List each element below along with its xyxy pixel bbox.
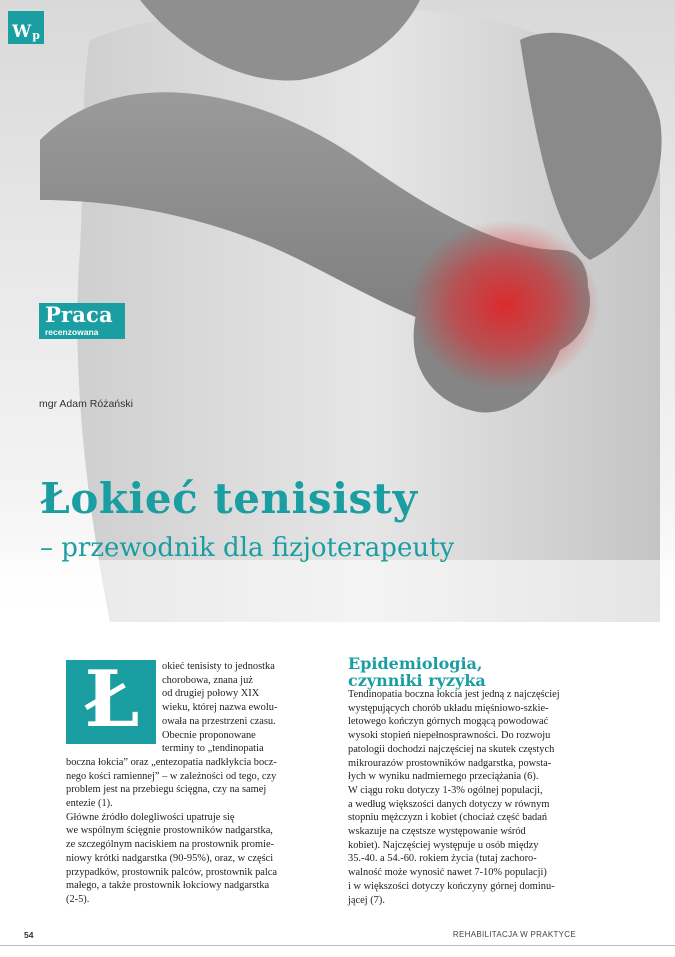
text-line: kobiet). Najczęściej występuje u osób między: [348, 839, 539, 851]
text-line: problem jest na przebiegu ścięgna, czy na samej: [66, 784, 267, 796]
text-line: chorobowa, znana już: [162, 674, 253, 686]
logo-letter-w: W: [12, 22, 32, 42]
text-line: (2-5).: [66, 893, 90, 905]
article-title: Łokieć tenisisty: [40, 474, 418, 523]
text-line: entezie (1).: [66, 798, 113, 809]
text-line: niowy krótki nadgarstka (90-95%), oraz, w części: [66, 852, 274, 864]
author-name: mgr Adam Różański: [39, 398, 133, 410]
text-line: walność może wynosić nawet 7-10% populacji): [348, 867, 547, 879]
section-title: [348, 655, 648, 689]
text-line: jącej (7).: [348, 894, 385, 906]
text-line: mikrourazów prostowników nadgarstka, powsta-: [348, 757, 552, 769]
badge-subtitle: recenzowana: [45, 327, 99, 337]
text-line: wskazuje na częstsze występowanie wśród: [348, 826, 526, 837]
text-line: a według większości danych dotyczy w równym: [348, 798, 550, 810]
article-subtitle: – przewodnik dla fizjoterapeuty: [40, 533, 455, 563]
text-line: małego, a także prostownik łokciowy nadgarstka: [66, 880, 270, 892]
text-line: okieć tenisisty to jednostka: [162, 661, 275, 672]
text-line: patologii dochodzi najczęściej na skutek częstych: [348, 743, 555, 755]
footer-divider: [0, 945, 675, 946]
page-number: 54: [24, 930, 34, 940]
text-line: Główne źródło dolegliwości upatruje się: [66, 811, 235, 823]
text-line: W ciągu roku dotyczy 1-3% ogólnej populacji,: [348, 784, 543, 796]
text-line: przypadków, prostownik palców, prostownik palca: [66, 866, 278, 878]
text-line: Obecnie proponowane: [162, 729, 256, 741]
text-line: terminy to „tendinopatia: [162, 743, 264, 755]
wp-logo: [8, 11, 44, 44]
section-title-line: Epidemiologia,: [348, 654, 483, 673]
text-line: i w większości dotyczy kończyny górnej dominu-: [348, 880, 555, 892]
text-line: wieku, której nazwa ewolu-: [162, 702, 278, 714]
text-line: stopniu mężczyzn i kobiet (chociaż część badań: [348, 812, 548, 824]
drop-cap: [66, 654, 156, 745]
pain-highlight: [410, 220, 600, 390]
text-line: owała na przestrzeni czasu.: [162, 715, 276, 727]
text-line: występujących chorób układu mięśniowo-szkie-: [348, 702, 549, 714]
text-line: boczna łokcia” oraz „entezopatia nadkłykcia bocz-: [66, 756, 277, 768]
logo-letter-p: p: [32, 29, 40, 42]
text-line: Tendinopatia boczna łokcia jest jedną z najczęściej: [348, 689, 560, 700]
text-line: łych w wyniku nadmiernego przeciążania (6).: [348, 771, 539, 783]
text-line: wysoki stopień niepełnosprawności. Do rozwoju: [348, 730, 551, 742]
text-line: ze szczególnym naciskiem na prostownik promie-: [66, 839, 275, 851]
drop-cap-letter: Ł: [84, 654, 140, 745]
section-title-line: czynniki ryzyka: [348, 671, 486, 690]
text-line: letowego kończyn górnych mogącą powodować: [348, 716, 549, 728]
text-line: od drugiej połowy XIX: [162, 688, 260, 700]
text-line: we wspólnym ścięgnie prostowników nadgarstka,: [66, 825, 273, 837]
text-line: nego kości ramiennej” – w zależności od tego, czy: [66, 770, 277, 782]
text-line: 35.-40. a 54.-60. rokiem życia (tutaj zachoro-: [348, 853, 537, 865]
magazine-name: REHABILITACJA W PRAKTYCE: [452, 930, 576, 939]
peer-reviewed-badge: [39, 303, 125, 339]
badge-title: Praca: [45, 302, 113, 327]
